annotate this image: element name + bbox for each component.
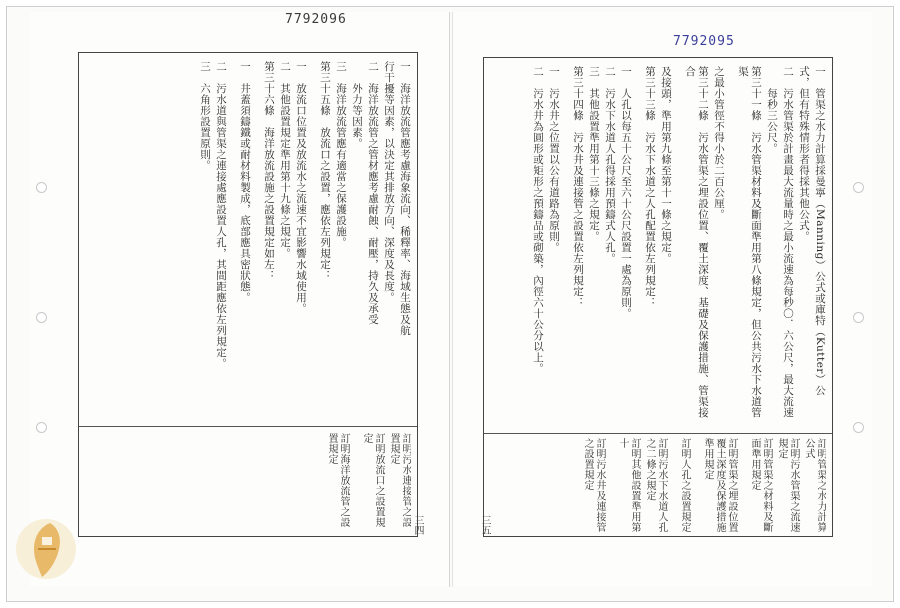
note-column: 訂明污水井及連接管之設置規定 (582, 438, 605, 533)
folio-number: 三四 (412, 515, 423, 535)
text-column: 三 其他設置準用第十三條之規定。 (588, 66, 600, 242)
note-column: 訂明人孔之設置規定 (679, 438, 690, 533)
text-column: 一 放流口位置及放流水之流速不宜影響水域使用。 (295, 61, 307, 314)
regulation-text (85, 61, 411, 421)
note-column: 訂明管渠之水力計算公式 (803, 438, 826, 533)
archive-logo-icon (12, 515, 80, 583)
text-column: 一 人孔以每五十公尺至六十公尺設置一處為原則。 (620, 66, 632, 319)
text-column: 一 海洋放流管應考慮海象流向、稀釋率、海域生態及航 (399, 61, 411, 336)
note-column: 訂明海洋放流管之設置規定 (326, 433, 349, 528)
article-heading: 第三十四條 污水井及連接管之設置依左列規定： (572, 66, 584, 308)
text-column: 一 井蓋須鑄鐵或耐材料製成，底部應具密狀態。 (239, 61, 251, 303)
left-page (30, 12, 450, 587)
section-divider (79, 426, 417, 427)
section-divider (484, 433, 832, 434)
punch-hole (36, 312, 47, 323)
punch-hole (853, 182, 864, 193)
article-heading: 第三十三條 污水下水道之人孔配置依左列規定： (644, 66, 656, 308)
text-column: 式，但有特殊情形者得採其他公式。 (798, 66, 810, 242)
text-column: 每秒三公尺。 (766, 66, 778, 154)
regulation-text (490, 66, 826, 426)
text-column: 三 海洋放流管應有適當之保護設施。 (335, 61, 347, 248)
article-heading: 第三十二條 污水管渠之埋設位置、覆土深度、基礎及保護措施、管渠接合 (684, 66, 709, 418)
article-heading: 第三十一條 污水管渠材料及斷面準用第八條規定，但公共污水下水道管渠 (737, 66, 762, 418)
text-column: 行干擾等因素，以決定其排放方向、深度及長度。 (383, 61, 395, 303)
text-column: 二 污水井為圓形或矩形之預鑄品或砌築，內徑六十公分以上。 (532, 66, 544, 374)
note-column: 訂明放流口之設置規定 (361, 433, 384, 528)
explanation-notes (85, 433, 411, 531)
text-column: 三 六角形設置原則。 (199, 61, 211, 171)
note-column: 訂明污水連接管之設置規定 (388, 433, 411, 528)
page-number-stamp: 7792095 (673, 34, 735, 49)
text-column: 及接頭，準用第九條至第十一條之規定。 (660, 66, 672, 264)
text-column: 一 管渠之水力計算採曼寧（Manning）公式或庫特（Kutter）公 (814, 66, 826, 396)
text-column: 外力等因素。 (351, 61, 363, 149)
text-column: 二 污水下水道人孔得採用預鑄式人孔。 (604, 66, 616, 264)
folio-number: 三五 (479, 515, 490, 535)
text-column: 二 其他設置規定準用第十九條之規定。 (279, 61, 291, 259)
note-column: 訂明污水下水道人孔之二條之規定 (644, 438, 667, 533)
note-column: 訂明管渠之材料及斷面準用規定 (749, 438, 772, 533)
explanation-notes (490, 438, 826, 536)
page-number-stamp: 7792096 (285, 12, 347, 27)
punch-hole (36, 182, 47, 193)
text-frame (78, 52, 418, 537)
note-column: 訂明管渠之埋設位置覆土深度及保護措施準用規定 (702, 438, 737, 533)
note-column: 訂明污水管渠之流速規定 (776, 438, 799, 533)
text-column: 二 海洋放流管之管材應考慮耐蝕、耐壓，持久及承受 (367, 61, 379, 325)
punch-hole (36, 422, 47, 433)
text-column: 二 污水道與管渠之連接處應設置人孔，其間距應依左列規定。 (215, 61, 227, 369)
note-column: 訂明其他設置準用第十 (617, 438, 640, 533)
article-heading: 第三十六條 海洋放流設施之設置規定如左： (263, 61, 275, 281)
punch-hole (853, 422, 864, 433)
article-heading: 第三十五條 放流口之設置，應依左列規定： (319, 61, 331, 281)
text-column: 一 污水井之位置以公有道路為原則。 (548, 66, 560, 253)
right-page (452, 12, 872, 587)
text-frame (483, 57, 833, 537)
text-column: 之最小管徑不得小於二百公厘。 (713, 66, 725, 220)
text-column: 二 污水管渠於計畫最大流量時之最小流速為每秒〇．六公尺，最大流速 (782, 66, 794, 418)
punch-hole (853, 312, 864, 323)
